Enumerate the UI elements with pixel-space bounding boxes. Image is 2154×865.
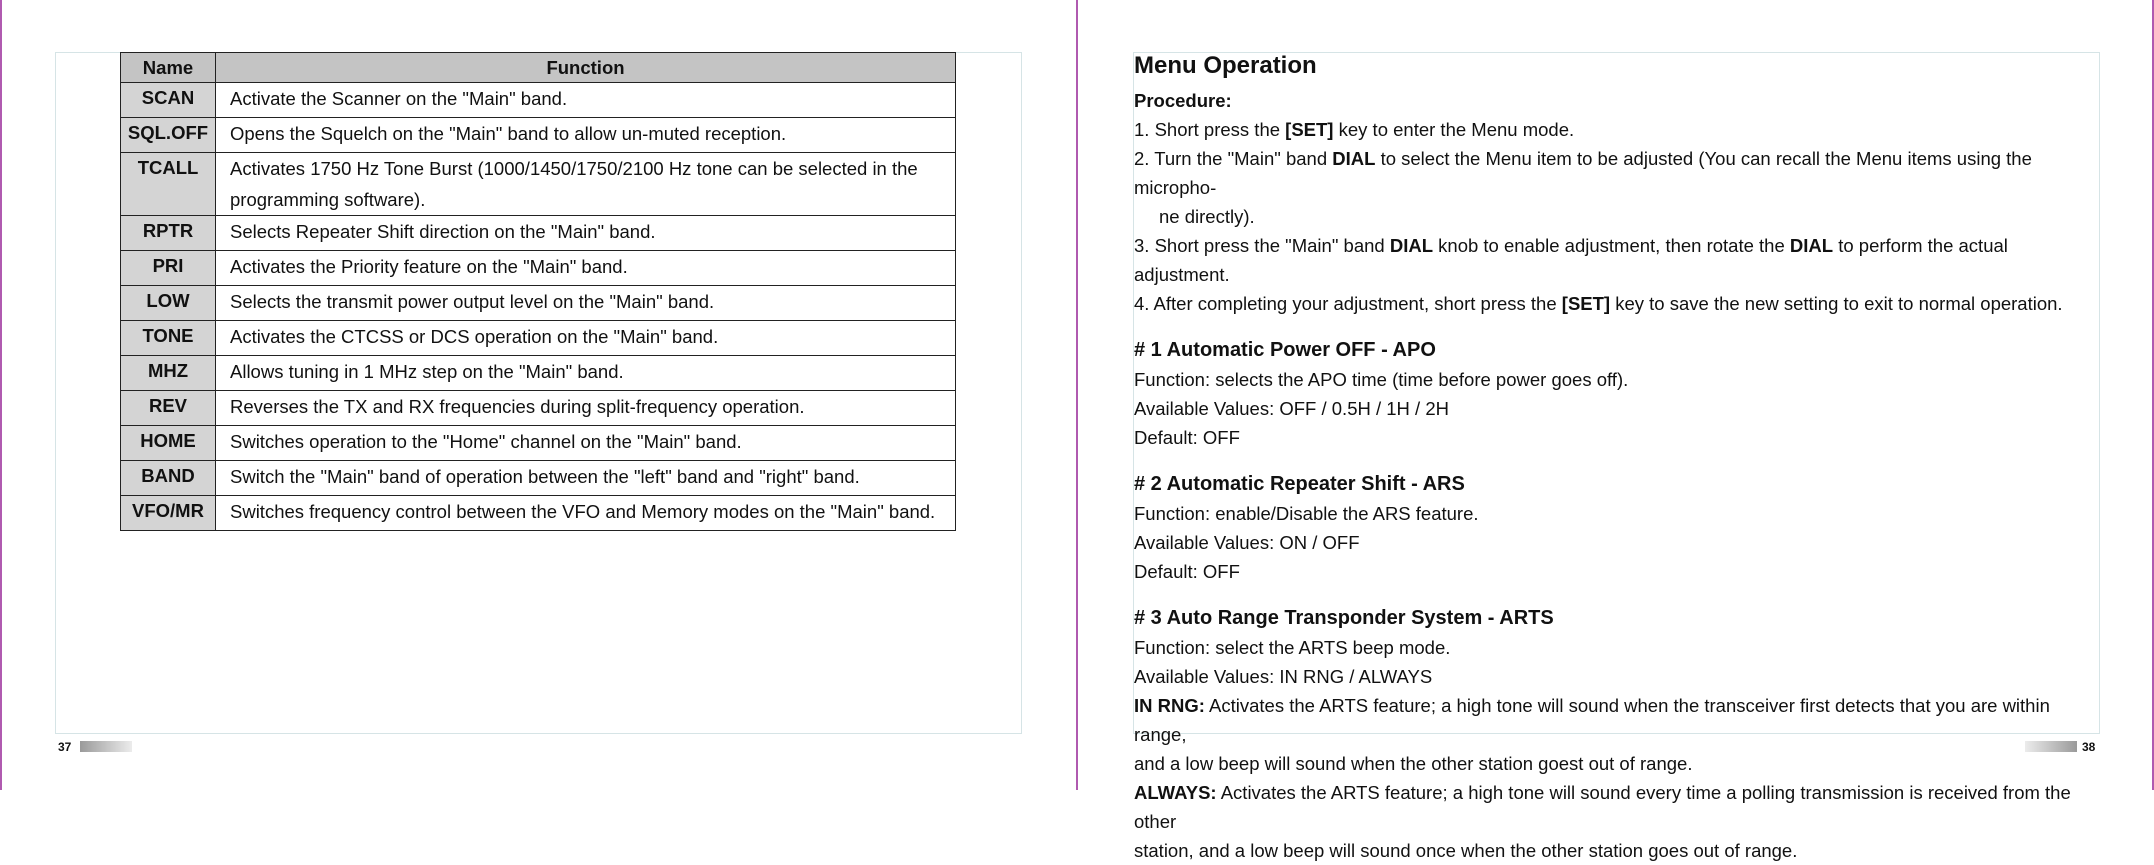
page-edge-left [0, 0, 2, 790]
apo-default: Default: OFF [1134, 427, 1240, 448]
row-name: BAND [121, 461, 216, 496]
row-function: Activates the Priority feature on the "Main" band. [216, 251, 956, 286]
row-function: Allows tuning in 1 MHz step on the "Main" band. [216, 356, 956, 391]
row-name: RPTR [121, 216, 216, 251]
table-row [121, 83, 956, 118]
table-row [121, 251, 956, 286]
table-row [121, 356, 956, 391]
table-row [121, 391, 956, 426]
ars-function: Function: enable/Disable the ARS feature. [1134, 503, 1479, 524]
page-fold [1076, 0, 1078, 790]
table-row [121, 426, 956, 461]
page-number-right: 38 [2082, 740, 2096, 754]
table-row [121, 461, 956, 496]
arts-in-rng: IN RNG: Activates the ARTS feature; a high tone will sound when the transceiver first detects that you are within range, [1134, 695, 2050, 745]
page-bar-right [2025, 741, 2077, 752]
arts-always-cont: station, and a low beep will sound once when the other station goes out of range. [1134, 840, 1798, 861]
row-function: Switch the "Main" band of operation between the "left" band and "right" band. [216, 461, 956, 496]
arts-values: Available Values: IN RNG / ALWAYS [1134, 666, 1433, 687]
page-number-left: 37 [58, 740, 72, 754]
procedure-step: 2. Turn the "Main" band DIAL to select the Menu item to be adjusted (You can recall the Menu items using the micropho- ne directly). [1134, 148, 2032, 227]
apo-values: Available Values: OFF / 0.5H / 1H / 2H [1134, 398, 1449, 419]
table-header-row [121, 53, 956, 83]
procedure-label: Procedure: [1134, 90, 1232, 111]
table-row [121, 118, 956, 153]
row-function: Selects Repeater Shift direction on the "Main" band. [216, 216, 956, 251]
row-name: REV [121, 391, 216, 426]
row-name: TCALL [121, 153, 216, 216]
menu-operation-section [1134, 52, 2100, 865]
header-function: Function [216, 53, 956, 83]
arts-in-rng-cont: and a low beep will sound when the other station goest out of range. [1134, 753, 1693, 774]
apo-function: Function: selects the APO time (time before power goes off). [1134, 369, 1629, 390]
row-name: PRI [121, 251, 216, 286]
section-heading-ars: # 2 Automatic Repeater Shift - ARS [1134, 473, 1465, 495]
row-name: SQL.OFF [121, 118, 216, 153]
ars-default: Default: OFF [1134, 561, 1240, 582]
row-function: Activate the Scanner on the "Main" band. [216, 83, 956, 118]
header-name: Name [121, 53, 216, 83]
row-name: HOME [121, 426, 216, 461]
section-heading-apo: # 1 Automatic Power OFF - APO [1134, 339, 1436, 361]
row-function: Activates 1750 Hz Tone Burst (1000/1450/1750/2100 Hz tone can be selected in the programming software). [216, 153, 956, 216]
row-name: LOW [121, 286, 216, 321]
row-function: Selects the transmit power output level on the "Main" band. [216, 286, 956, 321]
procedure-step: 3. Short press the "Main" band DIAL knob to enable adjustment, then rotate the DIAL to perform the actual adjustment. [1134, 235, 2008, 285]
table-row [121, 286, 956, 321]
arts-function: Function: select the ARTS beep mode. [1134, 637, 1451, 658]
row-name: TONE [121, 321, 216, 356]
page-title: Menu Operation [1134, 52, 1317, 79]
table-row [121, 216, 956, 251]
table-row [121, 321, 956, 356]
row-function: Switches frequency control between the VFO and Memory modes on the "Main" band. [216, 496, 956, 531]
ars-values: Available Values: ON / OFF [1134, 532, 1360, 553]
row-function: Opens the Squelch on the "Main" band to allow un-muted reception. [216, 118, 956, 153]
row-function: Reverses the TX and RX frequencies during split-frequency operation. [216, 391, 956, 426]
procedure-step: 1. Short press the [SET] key to enter the Menu mode. [1134, 119, 1575, 140]
row-name: SCAN [121, 83, 216, 118]
page-bar-left [80, 741, 132, 752]
row-function: Activates the CTCSS or DCS operation on the "Main" band. [216, 321, 956, 356]
function-table [120, 52, 956, 531]
procedure-step: 4. After completing your adjustment, short press the [SET] key to save the new setting to exit to normal operation. [1134, 293, 2063, 314]
row-function: Switches operation to the "Home" channel on the "Main" band. [216, 426, 956, 461]
row-name: MHZ [121, 356, 216, 391]
section-heading-arts: # 3 Auto Range Transponder System - ARTS [1134, 607, 1554, 629]
arts-always: ALWAYS: Activates the ARTS feature; a high tone will sound every time a polling transmission is received from the other [1134, 782, 2071, 832]
table-row [121, 496, 956, 531]
table-row [121, 153, 956, 216]
row-name: VFO/MR [121, 496, 216, 531]
